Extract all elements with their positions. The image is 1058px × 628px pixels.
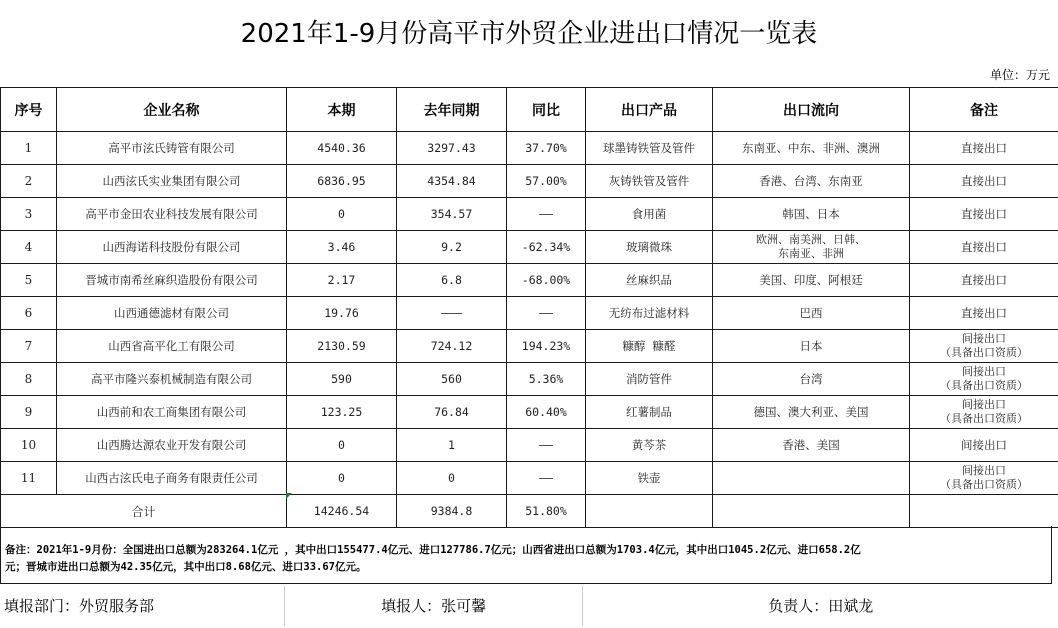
row-index[interactable]: 3 — [1, 198, 57, 231]
current-period-value[interactable]: 4540.36 — [287, 132, 397, 165]
row-index[interactable]: 2 — [1, 165, 57, 198]
current-period-value[interactable]: 0 — [287, 462, 397, 495]
remark-line: （具备出口资质） — [940, 478, 1028, 491]
export-destination[interactable] — [713, 330, 910, 363]
cell-comment-marker — [286, 493, 292, 499]
remarks-note[interactable] — [0, 526, 1052, 584]
table-row — [1, 198, 1058, 231]
remarks-line: 备注：2021年1-9月份：全国进出口总额为283264.1亿元 ，其中出口155477.4亿元、进口127786.7亿元；山西省进出口总额为1703.4亿元，其中出口1045.2亿元、进口658.2亿 — [5, 544, 861, 556]
previous-period-value[interactable]: 560 — [397, 363, 507, 396]
remark-line: （具备出口资质） — [940, 346, 1028, 359]
export-destination[interactable] — [713, 264, 910, 297]
current-period-value[interactable]: 19.76 — [287, 297, 397, 330]
current-period-value[interactable]: 590 — [287, 363, 397, 396]
export-destination[interactable] — [713, 297, 910, 330]
previous-period-value[interactable]: 3297.43 — [397, 132, 507, 165]
row-index[interactable]: 8 — [1, 363, 57, 396]
table-row — [1, 363, 1058, 396]
header-cell[interactable]: 企业名称 — [57, 88, 287, 132]
table-row — [1, 330, 1058, 363]
remark-line: 间接出口 — [962, 464, 1006, 477]
destination-line: 东南亚、中东、非洲、澳洲 — [742, 141, 880, 155]
remark-cell[interactable] — [910, 297, 1058, 330]
export-product[interactable]: 灰铸铁管及管件 — [586, 165, 713, 198]
remark-line: 直接出口 — [961, 306, 1007, 320]
header-row — [1, 88, 1058, 132]
export-destination[interactable] — [713, 363, 910, 396]
current-period-value[interactable]: 2.17 — [287, 264, 397, 297]
company-name[interactable]: 山西省高平化工有限公司 — [57, 330, 287, 363]
remark-cell[interactable] — [910, 264, 1058, 297]
remark-cell[interactable] — [910, 429, 1058, 462]
unit-label: 单位：万元 — [989, 68, 1050, 82]
remark-line: 直接出口 — [961, 141, 1007, 155]
row-index[interactable]: 6 — [1, 297, 57, 330]
remark-cell[interactable] — [910, 462, 1058, 495]
export-product[interactable]: 铁壶 — [586, 462, 713, 495]
previous-period-value[interactable]: 4354.84 — [397, 165, 507, 198]
remark-cell[interactable] — [910, 198, 1058, 231]
row-index[interactable]: 9 — [1, 396, 57, 429]
data-table — [0, 87, 1058, 528]
export-product[interactable]: 红薯制品 — [586, 396, 713, 429]
remark-line: （具备出口资质） — [940, 379, 1028, 392]
remark-line: （具备出口资质） — [940, 412, 1028, 425]
footer-signoff — [0, 586, 1058, 626]
previous-period-value[interactable]: 724.12 — [397, 330, 507, 363]
yoy-change[interactable]: —— — [507, 297, 586, 330]
export-product[interactable]: 消防管件 — [586, 363, 713, 396]
remark-line: 间接出口 — [961, 438, 1007, 452]
previous-period-value[interactable]: 6.8 — [397, 264, 507, 297]
footer-owner[interactable]: 负责人：田斌龙 — [768, 597, 874, 615]
company-name[interactable]: 山西海诺科技股份有限公司 — [57, 231, 287, 264]
header-cell[interactable]: 出口流向 — [713, 88, 910, 132]
yoy-change[interactable]: -68.00% — [507, 264, 586, 297]
yoy-change[interactable]: 37.70% — [507, 132, 586, 165]
export-destination[interactable] — [713, 231, 910, 264]
table-row — [1, 396, 1058, 429]
total-empty-cell[interactable] — [586, 495, 713, 528]
export-product[interactable]: 食用菌 — [586, 198, 713, 231]
destination-line: 德国、澳大利亚、美国 — [753, 405, 869, 419]
yoy-change[interactable]: 57.00% — [507, 165, 586, 198]
current-period-value[interactable]: 0 — [287, 429, 397, 462]
previous-period-value[interactable]: 354.57 — [397, 198, 507, 231]
export-destination[interactable] — [713, 198, 910, 231]
row-index[interactable]: 7 — [1, 330, 57, 363]
total-previous[interactable]: 9384.8 — [397, 495, 507, 528]
current-period-value[interactable]: 0 — [287, 198, 397, 231]
remark-line: 直接出口 — [961, 174, 1007, 188]
destination-line: 东南亚、非洲 — [778, 247, 844, 260]
remark-line: 间接出口 — [962, 332, 1006, 345]
table-row — [1, 462, 1058, 495]
table-row — [1, 429, 1058, 462]
footer-department[interactable]: 填报部门：外贸服务部 — [0, 586, 285, 626]
yoy-change[interactable]: —— — [507, 462, 586, 495]
current-period-value[interactable]: 6836.95 — [287, 165, 397, 198]
header-cell[interactable]: 备注 — [910, 88, 1058, 132]
previous-period-value[interactable]: 9.2 — [397, 231, 507, 264]
table-row — [1, 297, 1058, 330]
destination-line: 香港、台湾、东南亚 — [759, 174, 863, 188]
header-cell[interactable]: 去年同期 — [397, 88, 507, 132]
remark-cell[interactable] — [910, 132, 1058, 165]
page-title: 2021年1-9月份高平市外贸企业进出口情况一览表 — [240, 18, 818, 49]
table-row — [1, 132, 1058, 165]
company-name[interactable]: 高平市金田农业科技发展有限公司 — [57, 198, 287, 231]
yoy-change[interactable]: -62.34% — [507, 231, 586, 264]
export-product[interactable]: 黄芩茶 — [586, 429, 713, 462]
remark-cell[interactable] — [910, 363, 1058, 396]
yoy-change[interactable]: 5.36% — [507, 363, 586, 396]
total-empty-cell[interactable] — [713, 495, 910, 528]
export-destination[interactable] — [713, 429, 910, 462]
header-cell[interactable]: 本期 — [287, 88, 397, 132]
previous-period-value[interactable]: 0 — [397, 462, 507, 495]
export-product[interactable]: 玻璃微珠 — [586, 231, 713, 264]
remark-line: 直接出口 — [961, 207, 1007, 221]
total-row — [1, 495, 1058, 528]
destination-line: 美国、印度、阿根廷 — [759, 273, 863, 287]
total-current[interactable]: 14246.54 — [287, 495, 397, 528]
export-product[interactable]: 无纺布过滤材料 — [586, 297, 713, 330]
previous-period-value[interactable]: ——— — [397, 297, 507, 330]
yoy-change[interactable]: 60.40% — [507, 396, 586, 429]
destination-line: 香港、美国 — [782, 438, 840, 452]
previous-period-value[interactable]: 1 — [397, 429, 507, 462]
destination-line: 韩国、日本 — [782, 207, 840, 221]
current-period-value[interactable]: 3.46 — [287, 231, 397, 264]
export-destination[interactable] — [713, 132, 910, 165]
header-cell[interactable]: 序号 — [1, 88, 57, 132]
row-index[interactable]: 5 — [1, 264, 57, 297]
export-destination[interactable] — [713, 462, 910, 495]
company-name[interactable]: 高平市泫氏铸管有限公司 — [57, 132, 287, 165]
yoy-change[interactable]: —— — [507, 198, 586, 231]
export-product[interactable]: 丝麻织品 — [586, 264, 713, 297]
table-row — [1, 264, 1058, 297]
remark-cell[interactable] — [910, 165, 1058, 198]
remark-line: 间接出口 — [962, 398, 1006, 411]
company-name[interactable]: 山西腾达源农业开发有限公司 — [57, 429, 287, 462]
destination-line: 日本 — [799, 339, 823, 353]
remark-cell[interactable] — [910, 330, 1058, 363]
current-period-value[interactable]: 123.25 — [287, 396, 397, 429]
remark-cell[interactable] — [910, 231, 1058, 264]
destination-line: 欧洲、南美洲、日韩、 — [756, 233, 866, 246]
destination-line: 巴西 — [799, 306, 823, 320]
company-name[interactable]: 山西古泫氏电子商务有限责任公司 — [57, 462, 287, 495]
header-cell[interactable]: 出口产品 — [586, 88, 713, 132]
export-product[interactable]: 糠醇 糠醛 — [586, 330, 713, 363]
remark-line: 直接出口 — [961, 240, 1007, 254]
row-index[interactable]: 1 — [1, 132, 57, 165]
company-name[interactable]: 晋城市南希丝麻织造股份有限公司 — [57, 264, 287, 297]
remark-cell[interactable] — [910, 396, 1058, 429]
total-empty-cell[interactable] — [910, 495, 1058, 528]
yoy-change[interactable]: —— — [507, 429, 586, 462]
row-index[interactable]: 11 — [1, 462, 57, 495]
header-cell[interactable]: 同比 — [507, 88, 586, 132]
remark-line: 间接出口 — [962, 365, 1006, 378]
export-product[interactable]: 球墨铸铁管及管件 — [586, 132, 713, 165]
total-yoy[interactable]: 51.80% — [507, 495, 586, 528]
company-name[interactable]: 山西通德滤材有限公司 — [57, 297, 287, 330]
current-period-value[interactable]: 2130.59 — [287, 330, 397, 363]
destination-line: 台湾 — [799, 372, 823, 386]
table-row — [1, 165, 1058, 198]
row-index[interactable]: 4 — [1, 231, 57, 264]
export-destination[interactable] — [713, 396, 910, 429]
remark-line: 直接出口 — [961, 273, 1007, 287]
company-name[interactable]: 山西前和农工商集团有限公司 — [57, 396, 287, 429]
yoy-change[interactable]: 194.23% — [507, 330, 586, 363]
table-row — [1, 231, 1058, 264]
remarks-line: 元；晋城市进出口总额为42.35亿元，其中出口8.68亿元、进口33.67亿元。 — [5, 561, 367, 573]
row-index[interactable]: 10 — [1, 429, 57, 462]
footer-filler[interactable]: 填报人：张可馨 — [285, 586, 584, 626]
company-name[interactable]: 山西泫氏实业集团有限公司 — [57, 165, 287, 198]
export-destination[interactable] — [713, 165, 910, 198]
company-name[interactable]: 高平市隆兴泰机械制造有限公司 — [57, 363, 287, 396]
total-label[interactable]: 合计 — [1, 495, 287, 528]
previous-period-value[interactable]: 76.84 — [397, 396, 507, 429]
